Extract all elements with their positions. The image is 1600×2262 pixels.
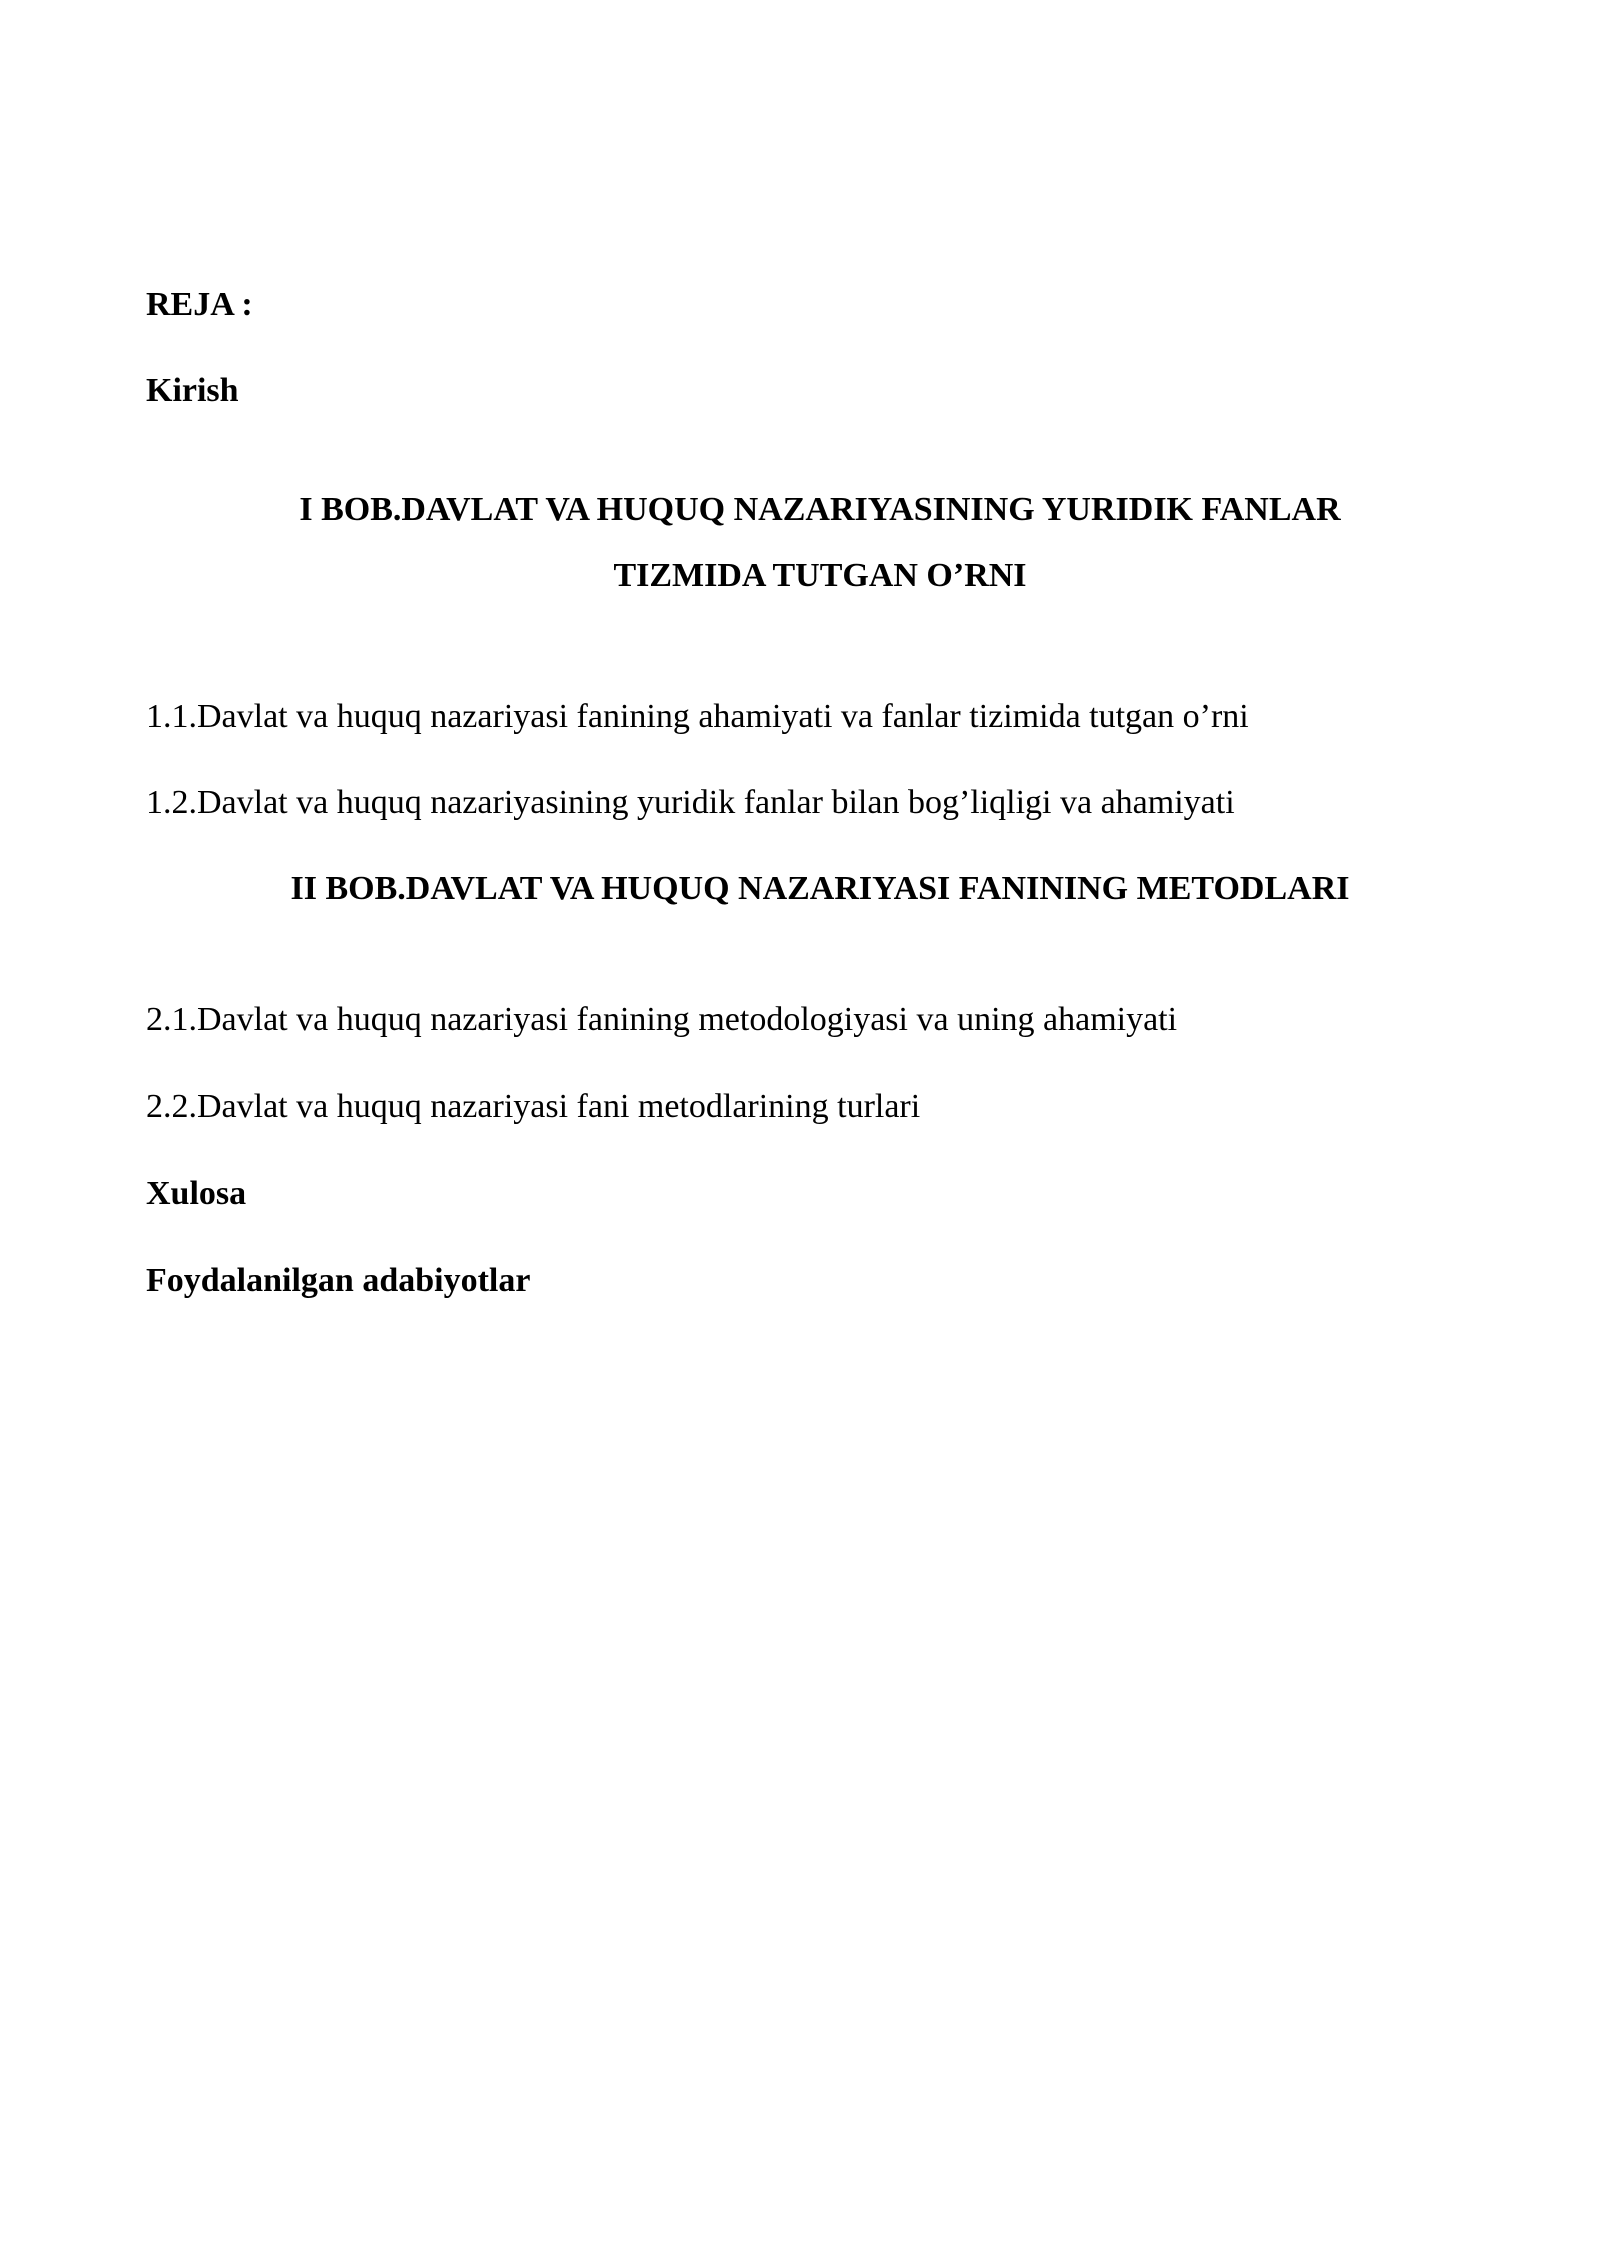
section-2-2: 2.2.Davlat va huquq nazariyasi fani metodlarining turlari (146, 1088, 921, 1125)
section-2-1: 2.1.Davlat va huquq nazariyasi fanining metodologiyasi va uning ahamiyati (146, 1001, 1178, 1038)
section-1-1: 1.1.Davlat va huquq nazariyasi fanining ahamiyati va fanlar tizimida tutgan o’rni (146, 698, 1249, 735)
chapter1-title-line2: TIZMIDA TUTGAN O’RNI (613, 557, 1027, 594)
chapter1-title-line1: I BOB.DAVLAT VA HUQUQ NAZARIYASINING YURIDIK FANLAR (299, 491, 1341, 528)
plan-heading: REJA : (146, 286, 253, 323)
references-heading: Foydalanilgan adabiyotlar (146, 1262, 531, 1299)
conclusion-heading: Xulosa (146, 1175, 247, 1212)
chapter2-title: II BOB.DAVLAT VA HUQUQ NAZARIYASI FANINING METODLARI (290, 870, 1350, 907)
section-1-2: 1.2.Davlat va huquq nazariyasining yuridik fanlar bilan bog’liqligi va ahamiyati (146, 784, 1235, 821)
intro-heading: Kirish (146, 372, 239, 409)
